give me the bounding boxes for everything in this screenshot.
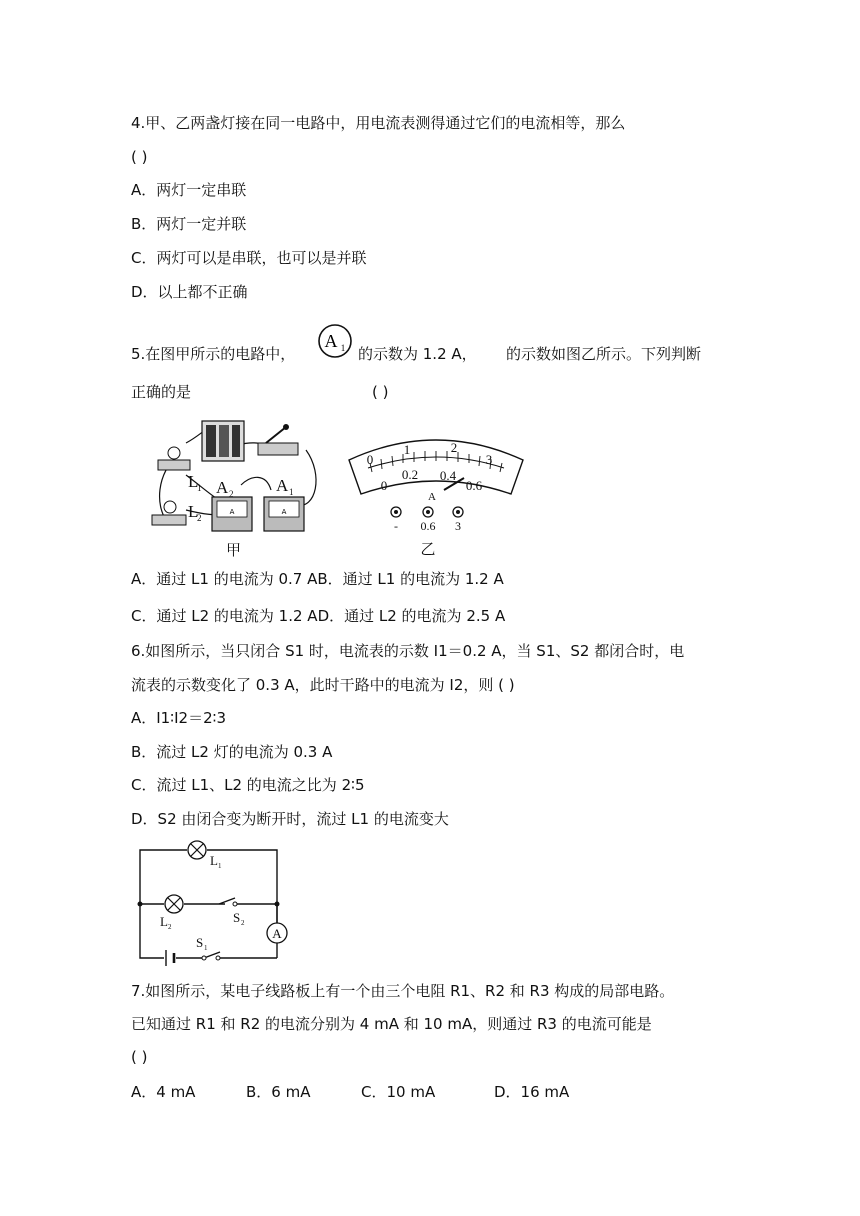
svg-text:2: 2 [229, 489, 234, 499]
svg-text:乙: 乙 [420, 540, 436, 557]
svg-text:1: 1 [340, 343, 346, 353]
q7-option-c: C．10 mA [361, 1083, 436, 1101]
circuit-figure-q6 [130, 840, 296, 970]
bulb-l2-icon [152, 501, 186, 525]
q7-stem-line3: ( ) [131, 1048, 148, 1066]
lamp-l2-icon [165, 895, 183, 913]
q7-stem-line2: 已知通过 R1 和 R2 的电流分别为 4 mA 和 10 mA，则通过 R3 的电流可能是 [131, 1015, 652, 1033]
q5-options-line2: C．通过 L2 的电流为 1.2 AD．通过 L2 的电流为 2.5 A [131, 607, 506, 625]
q7-stem-line1: 7.如图所示，某电子线路板上有一个由三个电阻 R1、R2 和 R3 构成的局部电路。 [131, 982, 675, 1000]
svg-text:2: 2 [241, 919, 245, 927]
svg-text:0.2: 0.2 [401, 467, 419, 482]
circuit-figure-jia [146, 415, 321, 558]
svg-text:L: L [188, 472, 199, 491]
svg-text:L: L [210, 853, 218, 868]
q5-options-line1: A．通过 L1 的电流为 0.7 AB．通过 L1 的电流为 1.2 A [131, 570, 504, 588]
ammeter-a1-device-icon [264, 497, 304, 531]
q6-option-a: A．I1∶I2＝2∶3 [131, 709, 227, 727]
svg-text:L: L [160, 914, 168, 929]
svg-text:A: A [324, 331, 338, 351]
q5-stem-line2b: ( ) [372, 383, 389, 401]
svg-text:0.4: 0.4 [439, 468, 457, 483]
svg-text:0.6: 0.6 [465, 478, 483, 493]
q6-stem-line2: 流表的示数变化了 0.3 A，此时干路中的电流为 I2，则 ( ) [131, 676, 515, 694]
q6-option-c: C．流过 L1、L2 的电流之比为 2∶5 [131, 776, 365, 794]
q4-option-d: D．以上都不正确 [131, 283, 248, 301]
svg-text:0: 0 [380, 478, 388, 493]
q5-stem-part2: 的示数为 1.2 A， [358, 345, 477, 363]
svg-text:-: - [394, 519, 398, 533]
svg-text:1: 1 [204, 944, 208, 952]
ammeter-dial-figure-yi [346, 432, 526, 557]
q7-option-b: B．6 mA [246, 1083, 311, 1101]
battery-symbol-icon [166, 950, 174, 966]
svg-text:L: L [188, 502, 199, 521]
svg-text:1: 1 [289, 487, 294, 497]
svg-text:1: 1 [218, 862, 222, 870]
q6-stem-line1: 6.如图所示，当只闭合 S1 时，电流表的示数 I1＝0.2 A，当 S1、S2 都闭合时，电 [131, 642, 685, 660]
ammeter-symbol-icon [267, 923, 287, 943]
svg-text:2: 2 [450, 440, 458, 455]
svg-text:1: 1 [197, 483, 202, 493]
svg-text:2: 2 [197, 513, 202, 523]
q5-stem-line2a: 正确的是 [131, 383, 192, 401]
lamp-l1-icon [188, 841, 206, 859]
svg-text:0.6: 0.6 [420, 519, 436, 533]
bulb-l1-icon [158, 447, 190, 470]
svg-text:A: A [428, 491, 436, 503]
q6-option-d: D．S2 由闭合变为断开时，流过 L1 的电流变大 [131, 810, 449, 828]
q4-stem-line2: ( ) [131, 148, 148, 166]
q7-option-a: A．4 mA [131, 1083, 196, 1101]
ammeter-a1-icon [316, 322, 354, 360]
ammeter-a2-icon [212, 497, 252, 531]
battery-icon [202, 421, 244, 461]
svg-text:A: A [229, 508, 235, 516]
svg-text:A: A [216, 478, 229, 497]
switch-icon [258, 424, 298, 455]
svg-text:A: A [276, 476, 289, 495]
q4-option-b: B．两灯一定并联 [131, 215, 247, 233]
svg-text:1: 1 [403, 442, 411, 457]
q7-option-d: D．16 mA [494, 1083, 570, 1101]
svg-text:S: S [233, 910, 241, 925]
svg-text:3: 3 [455, 519, 461, 533]
svg-text:A: A [272, 926, 282, 941]
q4-option-c: C．两灯可以是串联，也可以是并联 [131, 249, 367, 267]
svg-text:A: A [281, 508, 287, 516]
q5-stem-part3: 的示数如图乙所示。下列判断 [506, 345, 702, 363]
q4-stem-line1: 4.甲、乙两盏灯接在同一电路中，用电流表测得通过它们的电流相等，那么 [131, 114, 626, 132]
q4-option-a: A．两灯一定串联 [131, 181, 247, 199]
svg-text:甲: 甲 [226, 541, 242, 558]
q5-stem-part1: 5.在图甲所示的电路中， [131, 345, 296, 363]
svg-text:0: 0 [366, 452, 374, 467]
svg-text:3: 3 [485, 452, 493, 467]
svg-text:S: S [196, 935, 204, 950]
svg-text:2: 2 [168, 923, 172, 931]
q6-option-b: B．流过 L2 灯的电流为 0.3 A [131, 743, 333, 761]
